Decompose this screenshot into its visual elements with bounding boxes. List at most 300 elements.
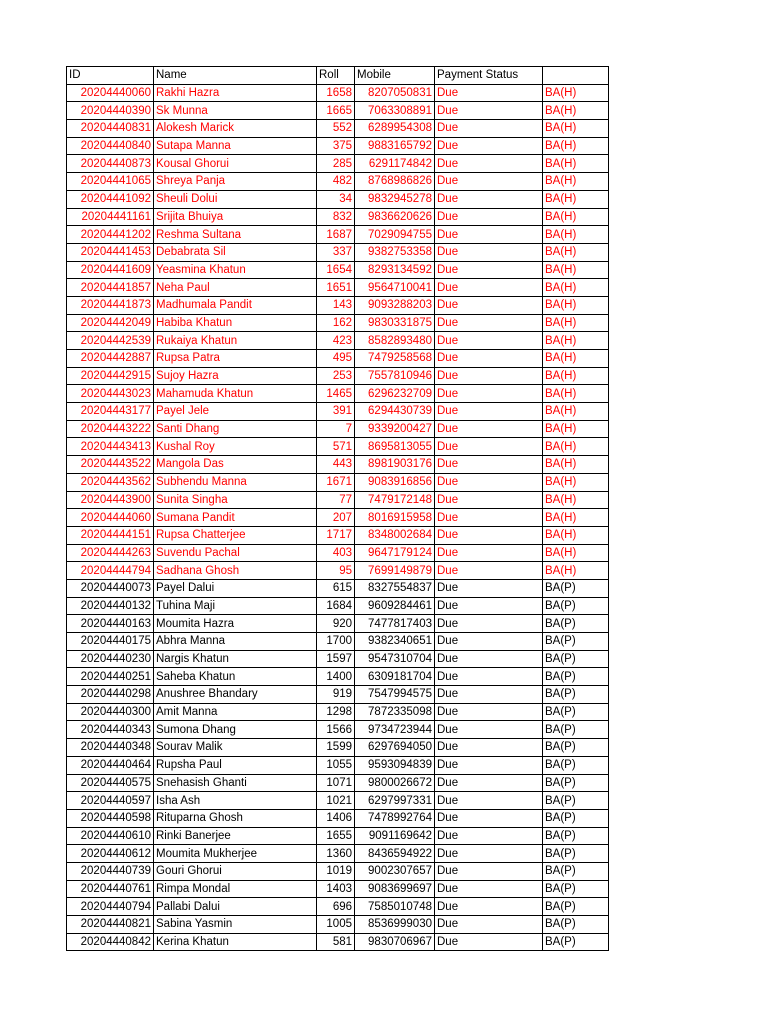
table-row <box>67 898 609 916</box>
cell-name: Rinki Banerjee <box>154 827 317 845</box>
cell-mobile: 9093288203 <box>355 296 435 314</box>
table-row <box>67 314 609 332</box>
cell-name: Santi Dhang <box>154 420 317 438</box>
cell-mobile: 7547994575 <box>355 686 435 704</box>
cell-dept: BA(P) <box>543 792 609 810</box>
cell-name: Kousal Ghorui <box>154 155 317 173</box>
cell-name: Sourav Malik <box>154 739 317 757</box>
cell-mobile: 6297997331 <box>355 792 435 810</box>
table-row <box>67 721 609 739</box>
cell-payment-status: Due <box>435 473 543 491</box>
table-row <box>67 350 609 368</box>
table-row <box>67 633 609 651</box>
cell-dept: BA(H) <box>543 137 609 155</box>
cell-payment-status: Due <box>435 898 543 916</box>
table-row <box>67 862 609 880</box>
cell-dept: BA(P) <box>543 650 609 668</box>
cell-payment-status: Due <box>435 367 543 385</box>
table-row <box>67 597 609 615</box>
cell-id: 20204443023 <box>67 385 154 403</box>
cell-roll: 1599 <box>317 739 355 757</box>
cell-roll: 1717 <box>317 526 355 544</box>
cell-payment-status: Due <box>435 509 543 527</box>
cell-payment-status: Due <box>435 332 543 350</box>
cell-roll: 7 <box>317 420 355 438</box>
cell-roll: 1298 <box>317 703 355 721</box>
cell-dept: BA(H) <box>543 544 609 562</box>
cell-id: 20204440175 <box>67 633 154 651</box>
cell-mobile: 8981903176 <box>355 456 435 474</box>
cell-mobile: 9647179124 <box>355 544 435 562</box>
cell-roll: 337 <box>317 243 355 261</box>
cell-payment-status: Due <box>435 633 543 651</box>
table-row <box>67 792 609 810</box>
cell-dept: BA(P) <box>543 827 609 845</box>
cell-id: 20204440132 <box>67 597 154 615</box>
cell-id: 20204440343 <box>67 721 154 739</box>
cell-name: Rupsa Chatterjee <box>154 526 317 544</box>
cell-mobile: 6294430739 <box>355 403 435 421</box>
cell-mobile: 9734723944 <box>355 721 435 739</box>
cell-mobile: 6297694050 <box>355 739 435 757</box>
cell-name: Sadhana Ghosh <box>154 562 317 580</box>
cell-roll: 1360 <box>317 845 355 863</box>
cell-mobile: 9830331875 <box>355 314 435 332</box>
cell-payment-status: Due <box>435 261 543 279</box>
cell-roll: 1055 <box>317 756 355 774</box>
table-row <box>67 403 609 421</box>
cell-roll: 1406 <box>317 809 355 827</box>
cell-mobile: 9339200427 <box>355 420 435 438</box>
cell-payment-status: Due <box>435 456 543 474</box>
cell-dept: BA(H) <box>543 226 609 244</box>
cell-payment-status: Due <box>435 314 543 332</box>
cell-mobile: 9083699697 <box>355 880 435 898</box>
cell-mobile: 8207050831 <box>355 84 435 102</box>
cell-roll: 482 <box>317 173 355 191</box>
table-row <box>67 668 609 686</box>
cell-dept: BA(H) <box>543 332 609 350</box>
cell-id: 20204440612 <box>67 845 154 863</box>
cell-roll: 919 <box>317 686 355 704</box>
table-row <box>67 579 609 597</box>
header-name: Name <box>154 67 317 85</box>
cell-mobile: 7585010748 <box>355 898 435 916</box>
table-row <box>67 827 609 845</box>
cell-name: Moumita Mukherjee <box>154 845 317 863</box>
cell-dept: BA(P) <box>543 862 609 880</box>
cell-name: Sujoy Hazra <box>154 367 317 385</box>
cell-roll: 34 <box>317 190 355 208</box>
cell-id: 20204441857 <box>67 279 154 297</box>
table-row <box>67 261 609 279</box>
cell-name: Rakhi Hazra <box>154 84 317 102</box>
cell-roll: 1700 <box>317 633 355 651</box>
cell-payment-status: Due <box>435 420 543 438</box>
cell-id: 20204442915 <box>67 367 154 385</box>
cell-roll: 571 <box>317 438 355 456</box>
cell-payment-status: Due <box>435 686 543 704</box>
cell-id: 20204441873 <box>67 296 154 314</box>
cell-id: 20204443562 <box>67 473 154 491</box>
cell-id: 20204444794 <box>67 562 154 580</box>
cell-dept: BA(P) <box>543 739 609 757</box>
cell-dept: BA(H) <box>543 120 609 138</box>
table-row <box>67 809 609 827</box>
cell-id: 20204440821 <box>67 916 154 934</box>
cell-dept: BA(P) <box>543 845 609 863</box>
cell-mobile: 9832945278 <box>355 190 435 208</box>
header-dept <box>543 67 609 85</box>
cell-dept: BA(H) <box>543 456 609 474</box>
table-row <box>67 526 609 544</box>
cell-roll: 285 <box>317 155 355 173</box>
cell-mobile: 6296232709 <box>355 385 435 403</box>
cell-name: Saheba Khatun <box>154 668 317 686</box>
cell-roll: 1005 <box>317 916 355 934</box>
cell-id: 20204440575 <box>67 774 154 792</box>
cell-payment-status: Due <box>435 120 543 138</box>
cell-name: Kushal Roy <box>154 438 317 456</box>
cell-name: Rimpa Mondal <box>154 880 317 898</box>
cell-mobile: 7029094755 <box>355 226 435 244</box>
cell-roll: 1019 <box>317 862 355 880</box>
cell-dept: BA(P) <box>543 916 609 934</box>
cell-name: Mahamuda Khatun <box>154 385 317 403</box>
cell-dept: BA(H) <box>543 403 609 421</box>
cell-roll: 1597 <box>317 650 355 668</box>
cell-payment-status: Due <box>435 296 543 314</box>
cell-payment-status: Due <box>435 756 543 774</box>
cell-dept: BA(H) <box>543 562 609 580</box>
table-row <box>67 173 609 191</box>
cell-payment-status: Due <box>435 243 543 261</box>
cell-roll: 391 <box>317 403 355 421</box>
cell-mobile: 9564710041 <box>355 279 435 297</box>
cell-payment-status: Due <box>435 137 543 155</box>
cell-roll: 403 <box>317 544 355 562</box>
table-row <box>67 332 609 350</box>
cell-name: Abhra Manna <box>154 633 317 651</box>
cell-name: Rupsa Patra <box>154 350 317 368</box>
cell-payment-status: Due <box>435 438 543 456</box>
cell-id: 20204443177 <box>67 403 154 421</box>
cell-dept: BA(H) <box>543 155 609 173</box>
cell-mobile: 9382753358 <box>355 243 435 261</box>
cell-payment-status: Due <box>435 155 543 173</box>
cell-payment-status: Due <box>435 526 543 544</box>
cell-roll: 162 <box>317 314 355 332</box>
table-row <box>67 473 609 491</box>
cell-dept: BA(H) <box>543 190 609 208</box>
cell-id: 20204440610 <box>67 827 154 845</box>
cell-payment-status: Due <box>435 721 543 739</box>
cell-name: Sk Munna <box>154 102 317 120</box>
cell-roll: 920 <box>317 615 355 633</box>
cell-name: Srijita Bhuiya <box>154 208 317 226</box>
cell-roll: 375 <box>317 137 355 155</box>
cell-id: 20204440163 <box>67 615 154 633</box>
cell-mobile: 8536999030 <box>355 916 435 934</box>
cell-dept: BA(H) <box>543 243 609 261</box>
cell-mobile: 8348002684 <box>355 526 435 544</box>
table-row <box>67 562 609 580</box>
cell-roll: 1400 <box>317 668 355 686</box>
cell-roll: 1684 <box>317 597 355 615</box>
cell-name: Mangola Das <box>154 456 317 474</box>
cell-id: 20204440842 <box>67 933 154 951</box>
cell-id: 20204440873 <box>67 155 154 173</box>
cell-payment-status: Due <box>435 880 543 898</box>
cell-payment-status: Due <box>435 190 543 208</box>
table-row <box>67 367 609 385</box>
cell-roll: 77 <box>317 491 355 509</box>
cell-roll: 1071 <box>317 774 355 792</box>
cell-name: Amit Manna <box>154 703 317 721</box>
cell-payment-status: Due <box>435 173 543 191</box>
cell-mobile: 8695813055 <box>355 438 435 456</box>
cell-payment-status: Due <box>435 279 543 297</box>
cell-id: 20204443222 <box>67 420 154 438</box>
table-row <box>67 615 609 633</box>
cell-id: 20204441453 <box>67 243 154 261</box>
cell-payment-status: Due <box>435 403 543 421</box>
cell-mobile: 7479172148 <box>355 491 435 509</box>
table-row <box>67 438 609 456</box>
cell-name: Isha Ash <box>154 792 317 810</box>
cell-mobile: 6291174842 <box>355 155 435 173</box>
cell-mobile: 9593094839 <box>355 756 435 774</box>
cell-roll: 552 <box>317 120 355 138</box>
cell-mobile: 7872335098 <box>355 703 435 721</box>
table-row <box>67 756 609 774</box>
cell-roll: 1566 <box>317 721 355 739</box>
cell-roll: 1403 <box>317 880 355 898</box>
cell-roll: 143 <box>317 296 355 314</box>
cell-name: Rituparna Ghosh <box>154 809 317 827</box>
table-row <box>67 296 609 314</box>
cell-dept: BA(H) <box>543 491 609 509</box>
cell-dept: BA(P) <box>543 809 609 827</box>
cell-id: 20204440831 <box>67 120 154 138</box>
cell-id: 20204440348 <box>67 739 154 757</box>
cell-id: 20204440761 <box>67 880 154 898</box>
table-row <box>67 120 609 138</box>
cell-name: Rupsha Paul <box>154 756 317 774</box>
cell-roll: 1465 <box>317 385 355 403</box>
cell-id: 20204440739 <box>67 862 154 880</box>
cell-dept: BA(H) <box>543 279 609 297</box>
cell-mobile: 7557810946 <box>355 367 435 385</box>
cell-id: 20204443413 <box>67 438 154 456</box>
cell-id: 20204441202 <box>67 226 154 244</box>
cell-payment-status: Due <box>435 208 543 226</box>
cell-mobile: 9382340651 <box>355 633 435 651</box>
table-row <box>67 650 609 668</box>
cell-name: Sheuli Dolui <box>154 190 317 208</box>
cell-name: Subhendu Manna <box>154 473 317 491</box>
cell-id: 20204441065 <box>67 173 154 191</box>
cell-dept: BA(P) <box>543 933 609 951</box>
cell-dept: BA(P) <box>543 898 609 916</box>
cell-payment-status: Due <box>435 544 543 562</box>
cell-name: Kerina Khatun <box>154 933 317 951</box>
table-row <box>67 544 609 562</box>
cell-name: Alokesh Marick <box>154 120 317 138</box>
cell-roll: 207 <box>317 509 355 527</box>
cell-dept: BA(P) <box>543 880 609 898</box>
cell-dept: BA(P) <box>543 668 609 686</box>
cell-mobile: 8436594922 <box>355 845 435 863</box>
cell-payment-status: Due <box>435 350 543 368</box>
table-row <box>67 243 609 261</box>
cell-mobile: 7699149879 <box>355 562 435 580</box>
cell-id: 20204440300 <box>67 703 154 721</box>
cell-id: 20204442539 <box>67 332 154 350</box>
header-mobile: Mobile <box>355 67 435 85</box>
cell-name: Moumita Hazra <box>154 615 317 633</box>
cell-id: 20204443522 <box>67 456 154 474</box>
cell-id: 20204440060 <box>67 84 154 102</box>
cell-payment-status: Due <box>435 385 543 403</box>
cell-payment-status: Due <box>435 226 543 244</box>
cell-mobile: 9830706967 <box>355 933 435 951</box>
cell-dept: BA(H) <box>543 173 609 191</box>
cell-roll: 495 <box>317 350 355 368</box>
cell-payment-status: Due <box>435 933 543 951</box>
table-body <box>67 84 609 951</box>
cell-name: Sumana Pandit <box>154 509 317 527</box>
table-row <box>67 739 609 757</box>
table-row <box>67 226 609 244</box>
cell-name: Nargis Khatun <box>154 650 317 668</box>
cell-dept: BA(P) <box>543 756 609 774</box>
cell-payment-status: Due <box>435 774 543 792</box>
cell-id: 20204441161 <box>67 208 154 226</box>
header-row <box>67 67 609 85</box>
cell-mobile: 7063308891 <box>355 102 435 120</box>
cell-id: 20204442887 <box>67 350 154 368</box>
cell-payment-status: Due <box>435 102 543 120</box>
cell-roll: 1687 <box>317 226 355 244</box>
cell-roll: 253 <box>317 367 355 385</box>
cell-payment-status: Due <box>435 916 543 934</box>
cell-name: Tuhina Maji <box>154 597 317 615</box>
cell-name: Sutapa Manna <box>154 137 317 155</box>
cell-payment-status: Due <box>435 668 543 686</box>
cell-payment-status: Due <box>435 862 543 880</box>
cell-id: 20204442049 <box>67 314 154 332</box>
cell-payment-status: Due <box>435 650 543 668</box>
cell-mobile: 9002307657 <box>355 862 435 880</box>
payment-status-table <box>66 66 609 951</box>
table-row <box>67 916 609 934</box>
cell-dept: BA(P) <box>543 615 609 633</box>
cell-roll: 1021 <box>317 792 355 810</box>
cell-dept: BA(H) <box>543 473 609 491</box>
cell-dept: BA(P) <box>543 703 609 721</box>
table-row <box>67 880 609 898</box>
cell-name: Payel Dalui <box>154 579 317 597</box>
cell-payment-status: Due <box>435 703 543 721</box>
cell-roll: 1655 <box>317 827 355 845</box>
cell-id: 20204440230 <box>67 650 154 668</box>
cell-mobile: 9609284461 <box>355 597 435 615</box>
cell-dept: BA(P) <box>543 721 609 739</box>
table-row <box>67 190 609 208</box>
cell-roll: 615 <box>317 579 355 597</box>
table-row <box>67 420 609 438</box>
cell-payment-status: Due <box>435 827 543 845</box>
cell-name: Reshma Sultana <box>154 226 317 244</box>
cell-dept: BA(P) <box>543 597 609 615</box>
cell-name: Shreya Panja <box>154 173 317 191</box>
cell-id: 20204440298 <box>67 686 154 704</box>
cell-name: Yeasmina Khatun <box>154 261 317 279</box>
cell-id: 20204444151 <box>67 526 154 544</box>
cell-dept: BA(H) <box>543 350 609 368</box>
header-payment-status: Payment Status <box>435 67 543 85</box>
table-row <box>67 456 609 474</box>
cell-id: 20204440598 <box>67 809 154 827</box>
cell-id: 20204443900 <box>67 491 154 509</box>
cell-id: 20204440073 <box>67 579 154 597</box>
table-row <box>67 137 609 155</box>
cell-dept: BA(H) <box>543 102 609 120</box>
cell-id: 20204440464 <box>67 756 154 774</box>
cell-dept: BA(H) <box>543 314 609 332</box>
cell-dept: BA(H) <box>543 438 609 456</box>
cell-roll: 832 <box>317 208 355 226</box>
cell-id: 20204440840 <box>67 137 154 155</box>
cell-roll: 696 <box>317 898 355 916</box>
cell-mobile: 8016915958 <box>355 509 435 527</box>
cell-name: Anushree Bhandary <box>154 686 317 704</box>
table-row <box>67 845 609 863</box>
cell-mobile: 7479258568 <box>355 350 435 368</box>
cell-name: Sumona Dhang <box>154 721 317 739</box>
table-row <box>67 385 609 403</box>
table-row <box>67 703 609 721</box>
cell-name: Gouri Ghorui <box>154 862 317 880</box>
cell-name: Sabina Yasmin <box>154 916 317 934</box>
cell-mobile: 9883165792 <box>355 137 435 155</box>
cell-name: Pallabi Dalui <box>154 898 317 916</box>
cell-id: 20204444263 <box>67 544 154 562</box>
cell-name: Suvendu Pachal <box>154 544 317 562</box>
cell-dept: BA(P) <box>543 686 609 704</box>
cell-payment-status: Due <box>435 597 543 615</box>
table-row <box>67 933 609 951</box>
cell-name: Snehasish Ghanti <box>154 774 317 792</box>
cell-mobile: 9083916856 <box>355 473 435 491</box>
cell-dept: BA(H) <box>543 420 609 438</box>
table-row <box>67 102 609 120</box>
cell-dept: BA(H) <box>543 509 609 527</box>
cell-payment-status: Due <box>435 809 543 827</box>
cell-name: Madhumala Pandit <box>154 296 317 314</box>
cell-name: Habiba Khatun <box>154 314 317 332</box>
cell-mobile: 9836620626 <box>355 208 435 226</box>
cell-mobile: 8293134592 <box>355 261 435 279</box>
cell-name: Debabrata Sil <box>154 243 317 261</box>
cell-mobile: 7478992764 <box>355 809 435 827</box>
cell-dept: BA(H) <box>543 84 609 102</box>
cell-dept: BA(P) <box>543 774 609 792</box>
cell-name: Neha Paul <box>154 279 317 297</box>
cell-mobile: 6289954308 <box>355 120 435 138</box>
cell-id: 20204441609 <box>67 261 154 279</box>
